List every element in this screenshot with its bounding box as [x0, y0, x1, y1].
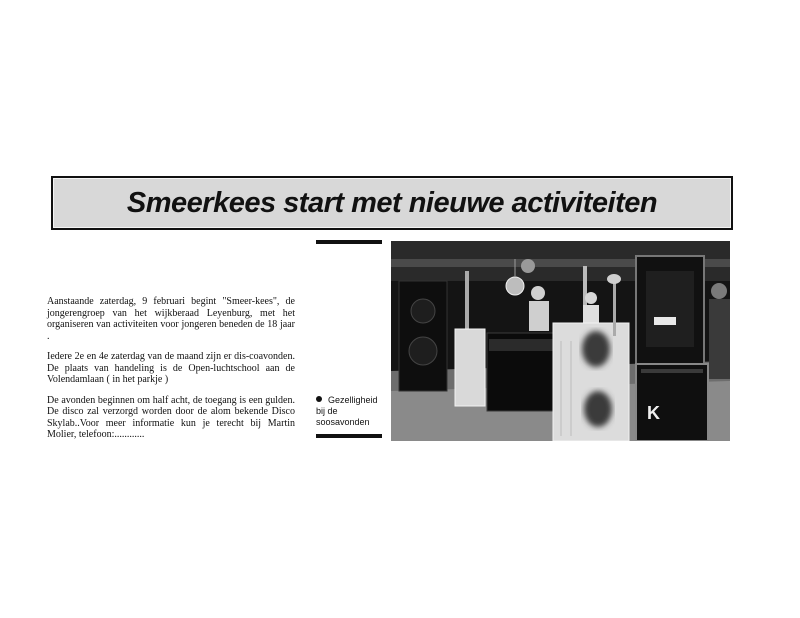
headline-banner [51, 176, 733, 230]
disco-photo-illustration [391, 241, 730, 441]
bullet-icon [316, 396, 322, 402]
photo-caption-text: Gezelligheid bij de soosavonden [316, 395, 378, 427]
headline: Smeerkees start met nieuwe activiteiten [126, 186, 658, 219]
article-paragraph: Iedere 2e en 4e zaterdag van de maand zijn er dis-coavonden. De plaats van handeling is de Open-luchtschool aan de Volendamlaan ( in het parkje ) [47, 351, 295, 385]
article-paragraph: De avonden beginnen om half acht, de toegang is een gulden. De disco zal verzorgd worden door de alom bekende Disco Skylab..Voor meer informatie kun je terecht bij Martin Molier, telefoon:............ [47, 394, 295, 440]
caption-rule-top [316, 240, 382, 244]
speaker-logo: K [647, 403, 660, 423]
caption-rule-bottom [316, 434, 382, 438]
photo-caption [316, 395, 386, 428]
article-body [47, 296, 295, 450]
disco-photo [391, 241, 730, 441]
article-paragraph: Aanstaande zaterdag, 9 februari begint "Smeer-kees", de jongerengroep van het wijkberaad Leyenburg, met het organiseren van activiteiten voor jongeren beneden de 18 jaar . [47, 296, 295, 342]
